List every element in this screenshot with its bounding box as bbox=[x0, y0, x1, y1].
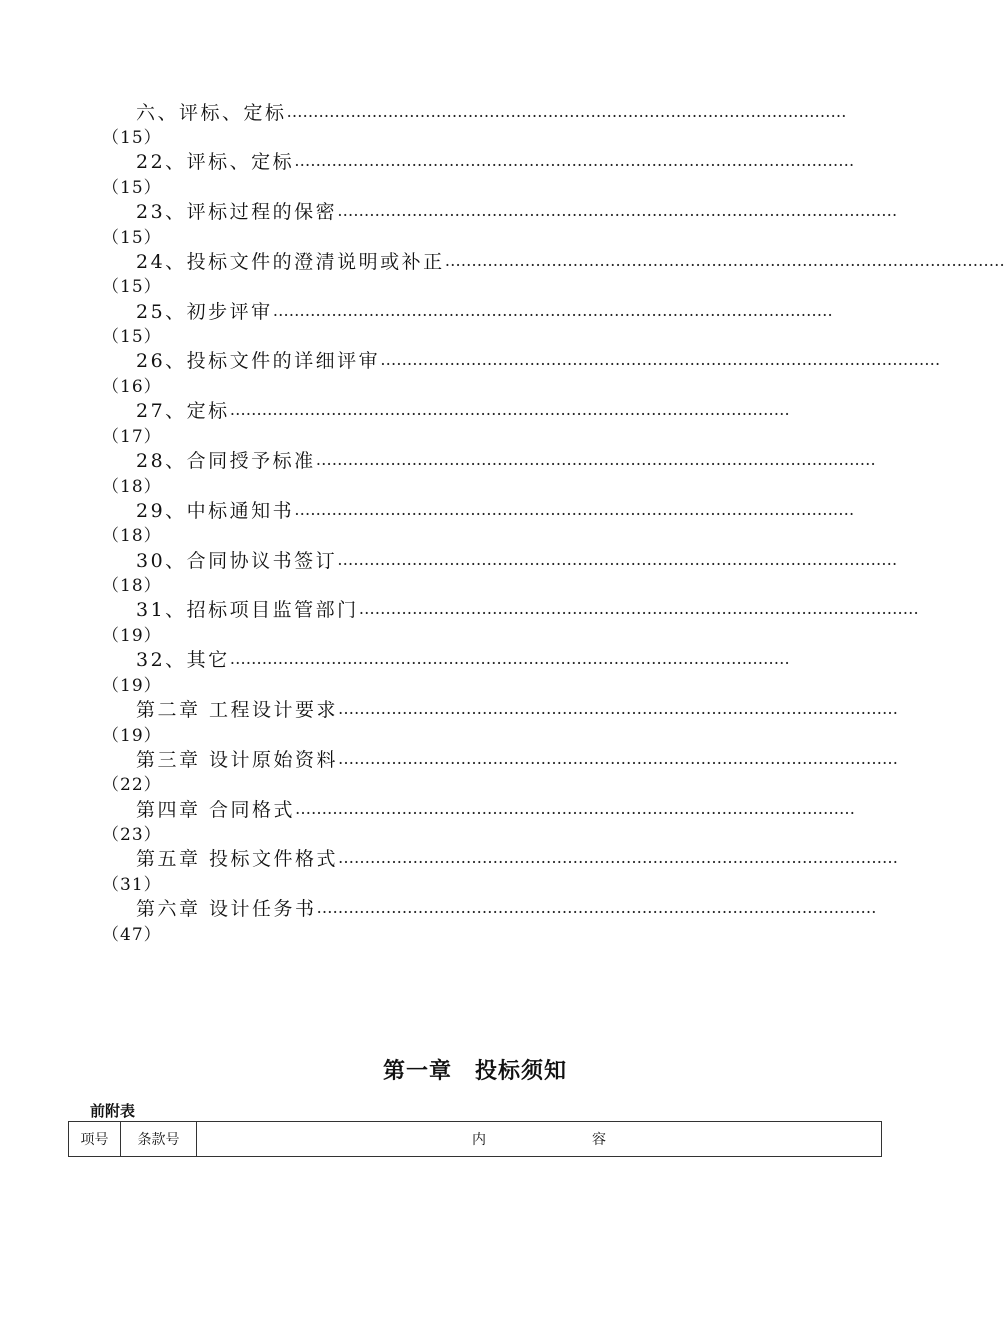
toc-entry[interactable] bbox=[0, 845, 950, 895]
toc-entry-page: （18） bbox=[102, 476, 162, 497]
toc-entry-title: 29、中标通知书 bbox=[136, 499, 295, 522]
toc-entry[interactable] bbox=[0, 496, 950, 546]
toc-entry[interactable] bbox=[0, 546, 950, 596]
toc-entry-page: （47） bbox=[102, 924, 162, 945]
table-caption: 前附表 bbox=[90, 1102, 136, 1120]
toc-leader-dots: …………………………………………………………………………………………… bbox=[229, 649, 790, 669]
toc-entry-title: 22、评标、定标 bbox=[136, 151, 295, 174]
toc-entry-page: （15） bbox=[102, 277, 162, 298]
toc-leader-dots: …………………………………………………………………………………………… bbox=[337, 549, 898, 569]
toc-entry-title: 六、评标、定标 bbox=[136, 101, 287, 124]
toc-leader-dots: …………………………………………………………………………………………… bbox=[358, 599, 919, 619]
toc-entry-page: （16） bbox=[102, 376, 162, 397]
header-clause-no: 条款号 bbox=[121, 1122, 197, 1157]
toc-leader-dots: …………………………………………………………………………………………… bbox=[294, 499, 855, 519]
toc-leader-dots: …………………………………………………………………………………………… bbox=[315, 450, 876, 470]
toc-entry-title: 第六章 设计任务书 bbox=[136, 898, 317, 921]
toc-entry[interactable] bbox=[0, 745, 950, 795]
toc-entry[interactable] bbox=[0, 98, 950, 148]
toc-entry-title: 第五章 投标文件格式 bbox=[136, 848, 339, 871]
toc-entry-title: 27、定标 bbox=[136, 400, 230, 423]
toc-entry[interactable] bbox=[0, 646, 950, 696]
toc-entry-title: 26、投标文件的详细评审 bbox=[136, 350, 381, 373]
toc-entry-title: 32、其它 bbox=[136, 649, 230, 672]
toc-entry[interactable] bbox=[0, 397, 950, 447]
toc-leader-dots: …………………………………………………………………………………………… bbox=[338, 699, 899, 719]
toc-entry[interactable] bbox=[0, 247, 1005, 298]
toc-leader-dots: …………………………………………………………………………………………… bbox=[444, 250, 1005, 270]
toc-entry[interactable] bbox=[0, 596, 950, 646]
toc-leader-dots: …………………………………………………………………………………………… bbox=[337, 201, 898, 221]
toc-leader-dots: …………………………………………………………………………………………… bbox=[294, 151, 855, 171]
toc-entry-page: （22） bbox=[102, 775, 162, 796]
toc-leader-dots: …………………………………………………………………………………………… bbox=[295, 798, 856, 818]
toc-entry-page: （19） bbox=[102, 675, 162, 696]
toc-entry-page: （23） bbox=[102, 825, 162, 846]
toc-entry-title: 25、初步评审 bbox=[136, 300, 273, 323]
toc-leader-dots: …………………………………………………………………………………………… bbox=[286, 101, 847, 121]
toc-leader-dots: …………………………………………………………………………………………… bbox=[380, 350, 941, 370]
toc-leader-dots: …………………………………………………………………………………………… bbox=[316, 898, 877, 918]
appendix-table bbox=[68, 1121, 882, 1157]
header-content-char-a: 内 bbox=[472, 1132, 486, 1148]
toc-entry[interactable] bbox=[0, 148, 950, 198]
toc-entry-title: 31、招标项目监管部门 bbox=[136, 599, 359, 622]
toc-entry-page: （15） bbox=[102, 128, 162, 148]
toc-entry-page: （15） bbox=[102, 327, 162, 348]
toc-leader-dots: …………………………………………………………………………………………… bbox=[272, 300, 833, 320]
toc-entry[interactable] bbox=[0, 347, 950, 397]
header-content-char-b: 容 bbox=[592, 1132, 606, 1148]
toc-entry-title: 24、投标文件的澄清说明或补正 bbox=[136, 250, 445, 273]
toc-entry-title: 第三章 设计原始资料 bbox=[136, 748, 339, 771]
toc-entry-page: （19） bbox=[102, 725, 162, 746]
toc-entry-title: 23、评标过程的保密 bbox=[136, 201, 338, 224]
toc-entry[interactable] bbox=[0, 297, 950, 347]
toc-entry[interactable] bbox=[0, 696, 950, 746]
toc-leader-dots: …………………………………………………………………………………………… bbox=[229, 400, 790, 420]
header-item-no: 项号 bbox=[69, 1122, 121, 1157]
toc-entry-page: （17） bbox=[102, 426, 162, 447]
toc-leader-dots: …………………………………………………………………………………………… bbox=[338, 748, 899, 768]
toc-entry-page: （15） bbox=[102, 227, 162, 248]
toc-entry[interactable] bbox=[0, 198, 950, 248]
toc-entry-title: 30、合同协议书签订 bbox=[136, 549, 338, 572]
toc-entry[interactable] bbox=[0, 895, 950, 945]
toc-entry-page: （31） bbox=[102, 874, 162, 895]
toc-entry-page: （18） bbox=[102, 576, 162, 597]
header-content bbox=[197, 1122, 882, 1157]
toc-entry-page: （18） bbox=[102, 526, 162, 547]
chapter-title: 第一章 投标须知 bbox=[382, 1059, 567, 1084]
table-header-row bbox=[69, 1122, 882, 1157]
toc-leader-dots: …………………………………………………………………………………………… bbox=[338, 848, 899, 868]
toc-entry-page: （15） bbox=[102, 177, 162, 198]
toc-entry-title: 第四章 合同格式 bbox=[136, 798, 296, 821]
toc-entry[interactable] bbox=[0, 447, 950, 497]
toc-entry-title: 第二章 工程设计要求 bbox=[136, 699, 339, 722]
toc-entry-page: （19） bbox=[102, 625, 162, 646]
toc-entry-title: 28、合同授予标准 bbox=[136, 450, 316, 473]
table-of-contents bbox=[0, 98, 1005, 945]
toc-entry[interactable] bbox=[0, 795, 950, 845]
